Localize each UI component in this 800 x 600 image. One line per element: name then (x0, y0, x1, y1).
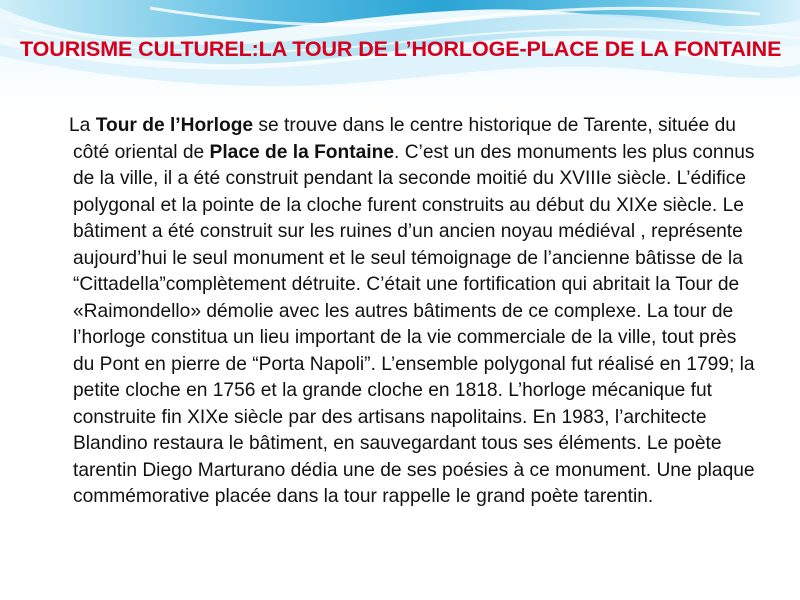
body-paragraph (69, 113, 763, 511)
paragraph-rest: . C’est un des monuments les plus connus de la ville, il a été construit pendant la seconde moitié du XVIIIe siècle. L’édifice polygonal et la pointe de la cloche furent construits au début du XIXe siècle. Le bâtiment a été construit sur les ruines d’un ancien noyau médiéval , représente aujourd’hui le seul monument et le seul témoignage de l’ancienne bâtisse de la “Cittadella”complètement détruite. C’était une fortification qui abritait la Tour de «Raimondello» démolie avec les autres bâtiments de ce complexe. La tour de l’horloge constitua un lieu important de la vie commerciale de la ville, tout près du Pont en pierre de “Porta Napoli”. L’ensemble polygonal fut réalisé en 1799; la petite cloche en 1756 et la grande cloche en 1818. L’horloge mécanique fut construite fin XIXe siècle par des artisans napolitains. En 1983, l’architecte Blandino restaura le bâtiment, en sauvegardant tous ses éléments. Le poète tarentin Diego Marturano dédia une de ses poésies à ce monument. Une plaque commémorative placée dans la tour rappelle le grand poète tarentin. (73, 141, 755, 507)
bold-tour-name: Tour de l’Horloge (95, 115, 254, 136)
paragraph-intro: La (69, 115, 96, 136)
slide-title: TOURISME CULTUREL:LA TOUR DE L’HORLOGE-PLACE DE LA FONTAINE (20, 37, 782, 61)
paragraph-mid: se trouve dans le centre historique de Tarente, située du côté oriental de (73, 115, 736, 163)
bold-place-name: Place de la Fontaine (209, 141, 395, 163)
